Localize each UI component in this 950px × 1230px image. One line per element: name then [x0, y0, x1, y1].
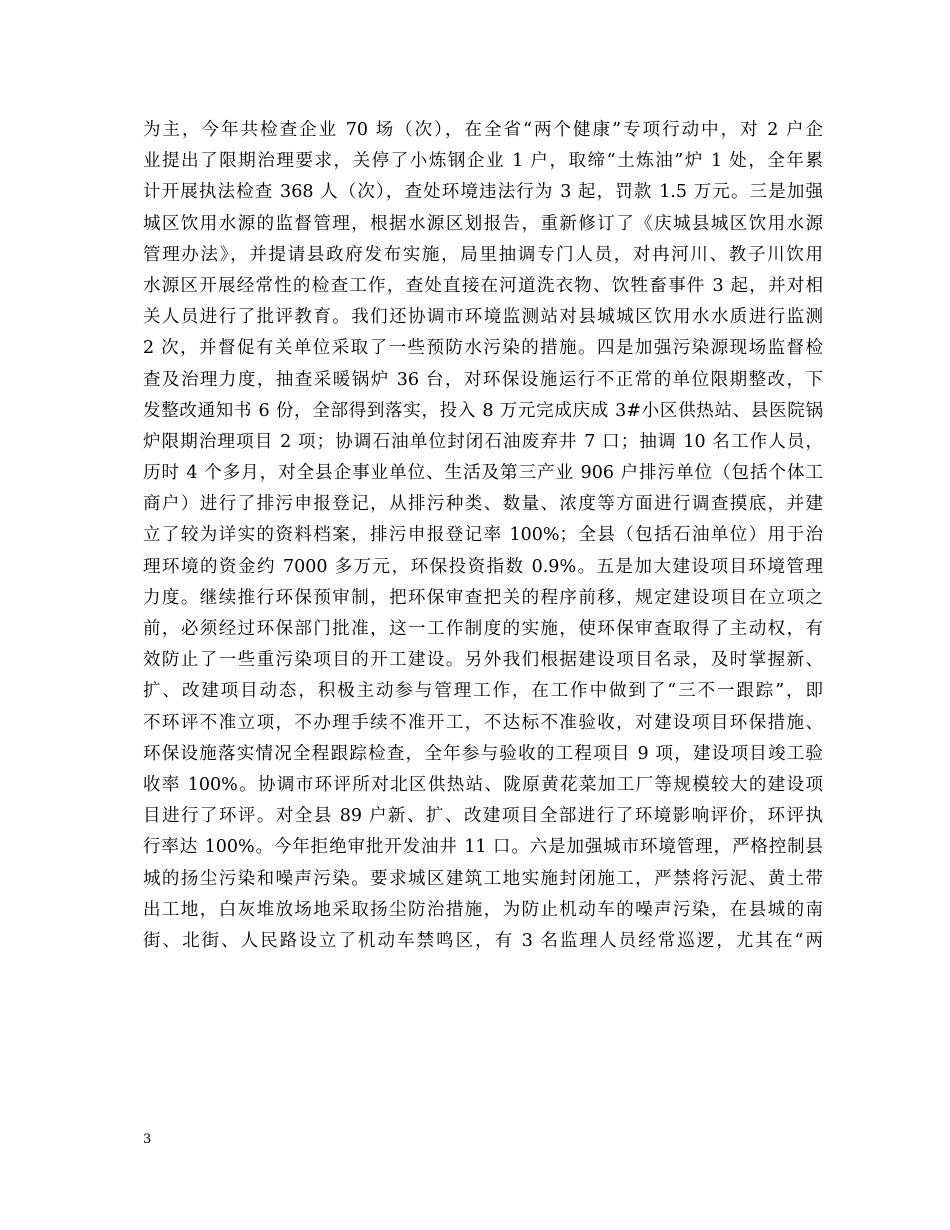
- text-line: 力度。继续推行环保预审制，把环保审查把关的程序前移，规定建设项目在立项之: [143, 587, 823, 608]
- text-line: 商户）进行了排污申报登记，从排污种类、数量、浓度等方面进行调查摸底，并建: [143, 494, 823, 515]
- text-line: 行率达 100%。今年拒绝审批开发油井 11 口。六是加强城市环境管理，严格控制县: [143, 837, 823, 858]
- text-line: 效防止了一些重污染项目的开工建设。另外我们根据建设项目名录，及时掌握新、: [143, 650, 823, 671]
- text-line: 水源区开展经常性的检查工作，查处直接在河道洗衣物、饮牲畜事件 3 起，并对相: [143, 275, 823, 296]
- text-line: 业提出了限期治理要求，关停了小炼钢企业 1 户，取缔“土炼油”炉 1 处，全年累: [143, 151, 823, 172]
- text-line: 目进行了环评。对全县 89 户新、扩、改建项目全部进行了环境影响评价，环评执: [143, 806, 823, 827]
- text-line: 发整改通知书 6 份，全部得到落实，投入 8 万元完成庆成 3#小区供热站、县医院锅: [143, 400, 823, 421]
- text-line: 管理办法》，并提请县政府发布实施，局里抽调专门人员，对冉河川、教子川饮用: [143, 244, 823, 265]
- text-line: 收率 100%。协调市环评所对北区供热站、陇原黄花菜加工厂等规模较大的建设项: [143, 774, 823, 795]
- text-line: 城区饮用水源的监督管理，根据水源区划报告，重新修订了《庆城县城区饮用水源: [143, 213, 823, 234]
- text-line: 为主，今年共检查企业 70 场（次），在全省“两个健康”专项行动中，对 2 户企: [143, 120, 823, 140]
- text-line: 理环境的资金约 7000 多万元，环保投资指数 0.9%。五是加大建设项目环境管理: [143, 556, 823, 577]
- text-line: 计开展执法检查 368 人（次），查处环境违法行为 3 起，罚款 1.5 万元。三是加强: [143, 182, 823, 203]
- text-line: 炉限期治理项目 2 项；协调石油单位封闭石油废弃井 7 口；抽调 10 名工作人员，: [143, 431, 823, 452]
- text-line: 历时 4 个多月，对全县企事业单位、生活及第三产业 906 户排污单位（包括个体工: [143, 463, 823, 484]
- text-line: 关人员进行了批评教育。我们还协调市环境监测站对县城城区饮用水水质进行监测: [143, 307, 823, 328]
- text-line: 查及治理力度，抽查采暖锅炉 36 台，对环保设施运行不正常的单位限期整改，下: [143, 369, 823, 390]
- text-line: 街、北街、人民路设立了机动车禁鸣区，有 3 名监理人员经常巡逻，尤其在“两: [143, 930, 823, 951]
- body-paragraph: [143, 115, 823, 957]
- text-line: 城的扬尘污染和噪声污染。要求城区建筑工地实施封闭施工，严禁将污泥、黄土带: [143, 868, 823, 889]
- text-line: 出工地，白灰堆放场地采取扬尘防治措施，为防止机动车的噪声污染，在县城的南: [143, 899, 823, 920]
- text-line: 扩、改建项目动态，积极主动参与管理工作，在工作中做到了“三不一跟踪”，即: [143, 681, 823, 702]
- text-line: 前，必须经过环保部门批准，这一工作制度的实施，使环保审查取得了主动权，有: [143, 619, 823, 639]
- text-line: 不环评不准立项，不办理手续不准开工，不达标不准验收，对建设项目环保措施、: [143, 712, 823, 733]
- text-line: 环保设施落实情况全程跟踪检查，全年参与验收的工程项目 9 项，建设项目竣工验: [143, 743, 823, 764]
- page-number: 3: [143, 1132, 152, 1147]
- text-line: 立了较为详实的资料档案，排污申报登记率 100%；全县（包括石油单位）用于治: [143, 525, 823, 546]
- text-line: 2 次，并督促有关单位采取了一些预防水污染的措施。四是加强污染源现场监督检: [143, 338, 823, 359]
